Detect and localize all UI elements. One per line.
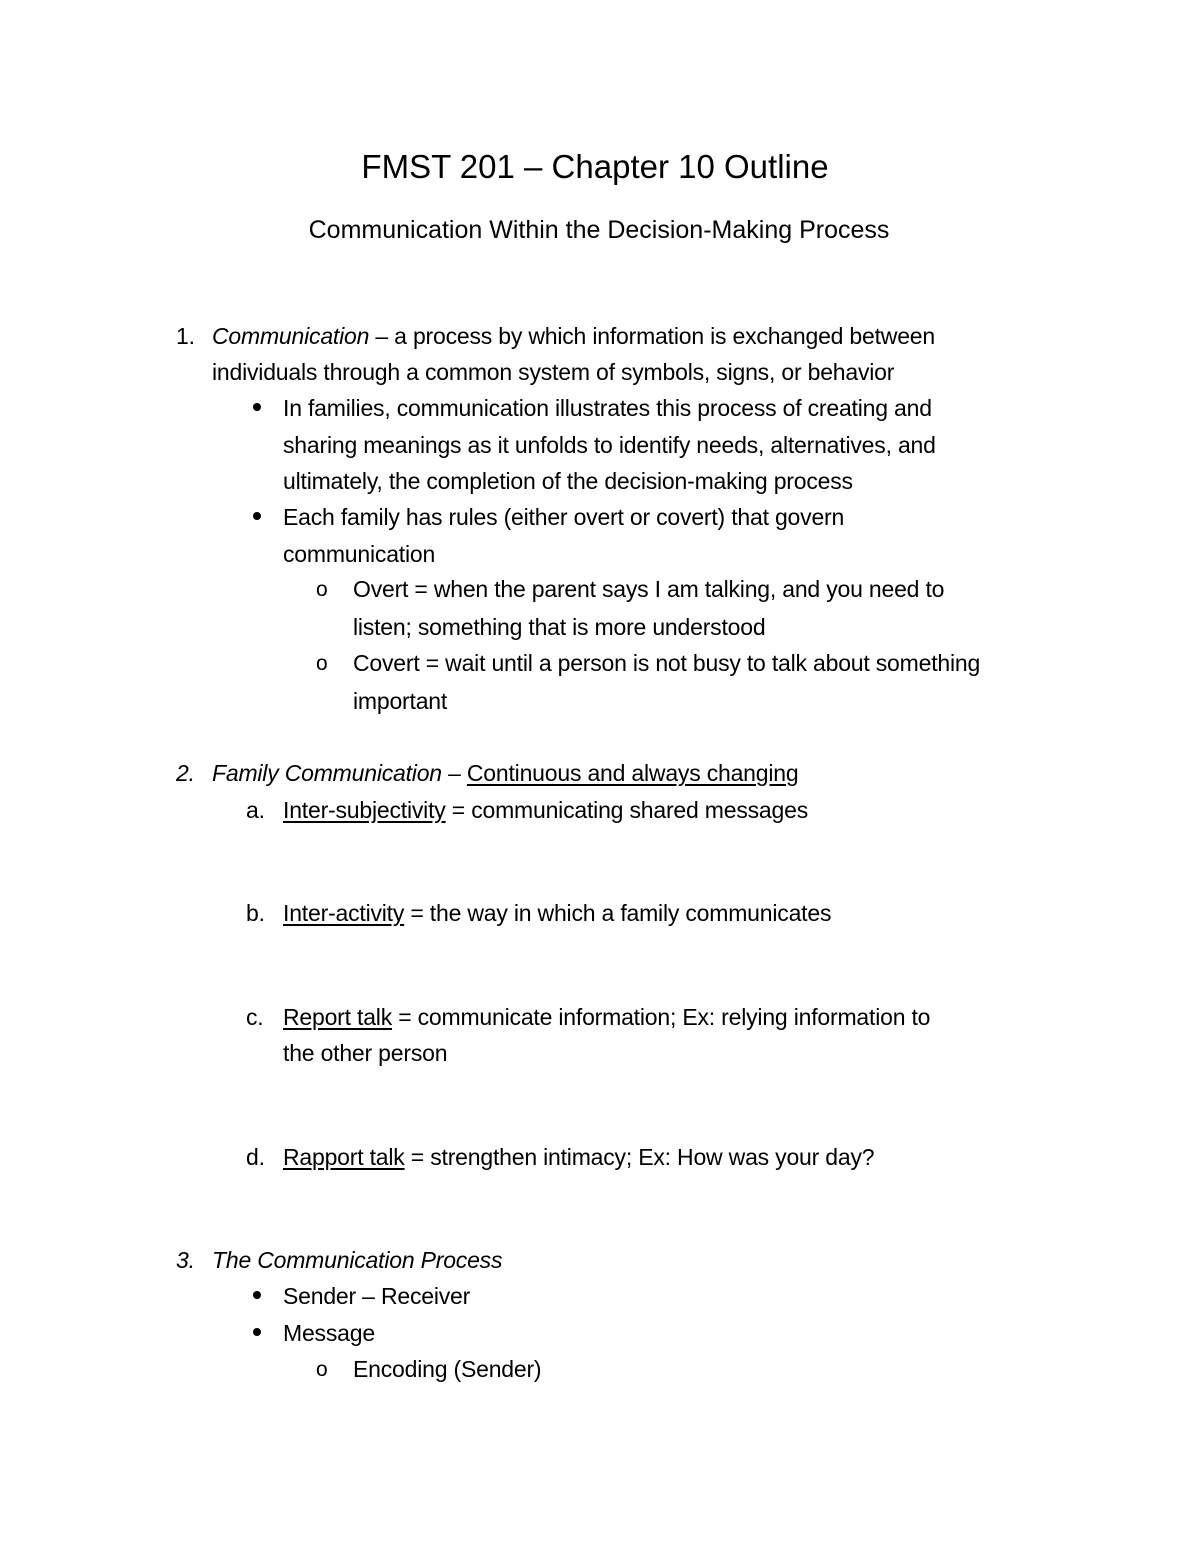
section-1-definition-line2: individuals through a common system of symbols, signs, or behavior xyxy=(212,359,895,385)
section-2-number: 2. xyxy=(176,760,195,786)
section-2-separator: – xyxy=(441,760,467,786)
section-3-bullet-2: Message xyxy=(283,1320,375,1346)
item-a xyxy=(283,795,808,825)
section-1-number: 1. xyxy=(176,323,195,349)
section-1-definition-line1: – a process by which information is exchanged between xyxy=(369,323,935,349)
item-d-term: Rapport talk xyxy=(283,1144,405,1170)
item-b xyxy=(283,898,831,928)
section-1-heading xyxy=(212,321,935,351)
item-c-term: Report talk xyxy=(283,1004,393,1030)
overt-line1: Overt = when the parent says I am talking, and you need to xyxy=(353,576,945,602)
section-1-bullet-2-line2: communication xyxy=(283,541,436,567)
covert-line2: important xyxy=(353,688,448,714)
item-a-term: Inter-subjectivity xyxy=(283,797,446,823)
item-b-letter: b. xyxy=(246,900,265,926)
section-2-term: Family Communication xyxy=(212,760,442,786)
item-c-line2: the other person xyxy=(283,1040,448,1066)
item-a-letter: a. xyxy=(246,797,265,823)
item-a-rest: = communicating shared messages xyxy=(445,797,808,823)
circle-bullet-icon: o xyxy=(316,652,328,675)
item-b-rest: = the way in which a family communicates xyxy=(404,900,832,926)
item-b-term: Inter-activity xyxy=(283,900,405,926)
bullet-icon xyxy=(253,1328,261,1336)
item-d-rest: = strengthen intimacy; Ex: How was your day? xyxy=(404,1144,875,1170)
section-1-bullet-1-line3: ultimately, the completion of the decision-making process xyxy=(283,468,853,494)
section-1-bullet-1-line2: sharing meanings as it unfolds to identify needs, alternatives, and xyxy=(283,432,936,458)
encoding-item: Encoding (Sender) xyxy=(353,1356,542,1382)
section-2-subtitle: Continuous and always changing xyxy=(466,760,799,786)
section-3-number: 3. xyxy=(176,1247,195,1273)
section-1-bullet-2-line1: Each family has rules (either overt or covert) that govern xyxy=(283,504,845,530)
bullet-icon xyxy=(253,512,261,520)
page-title: FMST 201 – Chapter 10 Outline xyxy=(361,148,829,185)
item-c xyxy=(283,1002,930,1032)
bullet-icon xyxy=(253,1291,261,1299)
overt-line2: listen; something that is more understood xyxy=(353,614,766,640)
bullet-icon xyxy=(253,403,261,411)
page-subtitle: Communication Within the Decision-Making Process xyxy=(308,216,890,244)
item-c-letter: c. xyxy=(246,1004,264,1030)
section-2-heading xyxy=(212,758,798,788)
section-1-bullet-1-line1: In families, communication illustrates this process of creating and xyxy=(283,395,932,421)
section-3-bullet-1: Sender – Receiver xyxy=(283,1283,471,1309)
covert-line1: Covert = wait until a person is not busy to talk about something xyxy=(353,650,981,676)
circle-bullet-icon: o xyxy=(316,1358,328,1381)
item-c-rest: = communicate information; Ex: relying information to xyxy=(392,1004,931,1030)
section-1-term: Communication xyxy=(212,323,370,349)
section-3-term: The Communication Process xyxy=(212,1247,503,1273)
item-d xyxy=(283,1142,874,1172)
item-d-letter: d. xyxy=(246,1144,265,1170)
circle-bullet-icon: o xyxy=(316,578,328,601)
